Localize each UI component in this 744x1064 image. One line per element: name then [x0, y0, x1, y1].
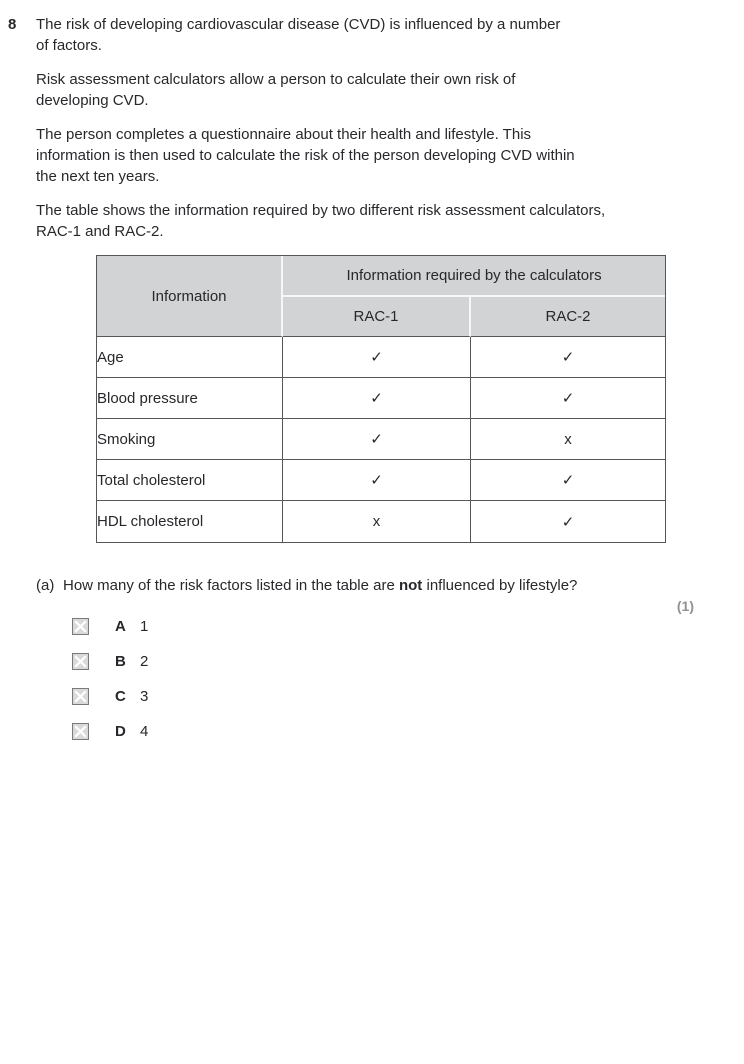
- question-number: 8: [8, 16, 17, 33]
- rac1-mark: x: [283, 501, 471, 542]
- option-letter: B: [115, 653, 126, 670]
- option-letter: D: [115, 723, 126, 740]
- rac2-mark: ✓: [561, 513, 575, 531]
- paragraph: [36, 200, 700, 242]
- option-value: 2: [140, 653, 149, 670]
- rac2-mark: ✓: [471, 378, 665, 419]
- option-value: 3: [140, 688, 149, 705]
- table-row: [97, 337, 665, 378]
- paragraph: [36, 124, 700, 187]
- paragraph-line: of factors.: [36, 37, 102, 54]
- table-row: [97, 460, 665, 501]
- answer-checkbox-d[interactable]: [72, 723, 89, 740]
- table-row: [97, 378, 665, 419]
- row-label: Age: [97, 337, 283, 378]
- paragraph-line: RAC-1 and RAC-2.: [36, 223, 164, 240]
- paragraph-line: the next ten years.: [36, 168, 160, 185]
- question-text: How many of the risk factors listed in the table are: [63, 577, 399, 594]
- rac2-mark: ✓: [471, 337, 665, 378]
- part-a-section: [36, 575, 700, 740]
- option-letter: C: [115, 688, 126, 705]
- rac1-mark: ✓: [283, 378, 471, 419]
- answer-options: [36, 618, 700, 740]
- paragraph: [36, 69, 700, 111]
- paragraph-line: The risk of developing cardiovascular disease (CVD) is influenced by a number: [36, 16, 561, 33]
- option-row-c: [36, 688, 700, 705]
- row-label: HDL cholesterol: [97, 501, 283, 542]
- table-row: [97, 419, 665, 460]
- rac1-mark: ✓: [283, 460, 471, 501]
- answer-checkbox-b[interactable]: [72, 653, 89, 670]
- rac2-mark: ✓: [471, 460, 665, 501]
- question-text: influenced by lifestyle?: [422, 577, 578, 594]
- row-label: Total cholesterol: [97, 460, 283, 501]
- row-label: Smoking: [97, 419, 283, 460]
- paragraph-line: The person completes a questionnaire about their health and lifestyle. This: [36, 126, 532, 143]
- paragraph-line: information is then used to calculate the risk of the person developing CVD within: [36, 147, 575, 164]
- option-row-d: [36, 723, 700, 740]
- table-column-header-rac1: RAC-1: [283, 297, 471, 337]
- part-a-label: (a): [36, 577, 55, 594]
- paragraph-line: developing CVD.: [36, 92, 149, 109]
- option-value: 4: [140, 723, 149, 740]
- row-label: Blood pressure: [97, 378, 283, 419]
- option-row-b: [36, 653, 700, 670]
- option-row-a: [36, 618, 700, 635]
- option-value: 1: [140, 618, 149, 635]
- paragraph: [36, 14, 700, 56]
- paragraph-line: The table shows the information required by two different risk assessment calculators,: [36, 202, 606, 219]
- question-content: [36, 14, 700, 758]
- answer-checkbox-c[interactable]: [72, 688, 89, 705]
- option-letter: A: [115, 618, 126, 635]
- question-text-bold: not: [398, 577, 423, 594]
- rac2-mark: x: [471, 419, 665, 460]
- part-a-question: [63, 575, 577, 596]
- answer-checkbox-a[interactable]: [72, 618, 89, 635]
- paragraph-line: Risk assessment calculators allow a person to calculate their own risk of: [36, 71, 516, 88]
- rac1-mark: ✓: [283, 419, 471, 460]
- marks-available: (1): [676, 598, 694, 614]
- rac1-mark: ✓: [283, 337, 471, 378]
- table-column-header-rac2: RAC-2: [471, 297, 665, 337]
- table-row: [97, 501, 665, 542]
- information-table: [96, 255, 666, 543]
- table-corner-header: Information: [97, 256, 283, 337]
- table-group-header: Information required by the calculators: [283, 256, 665, 297]
